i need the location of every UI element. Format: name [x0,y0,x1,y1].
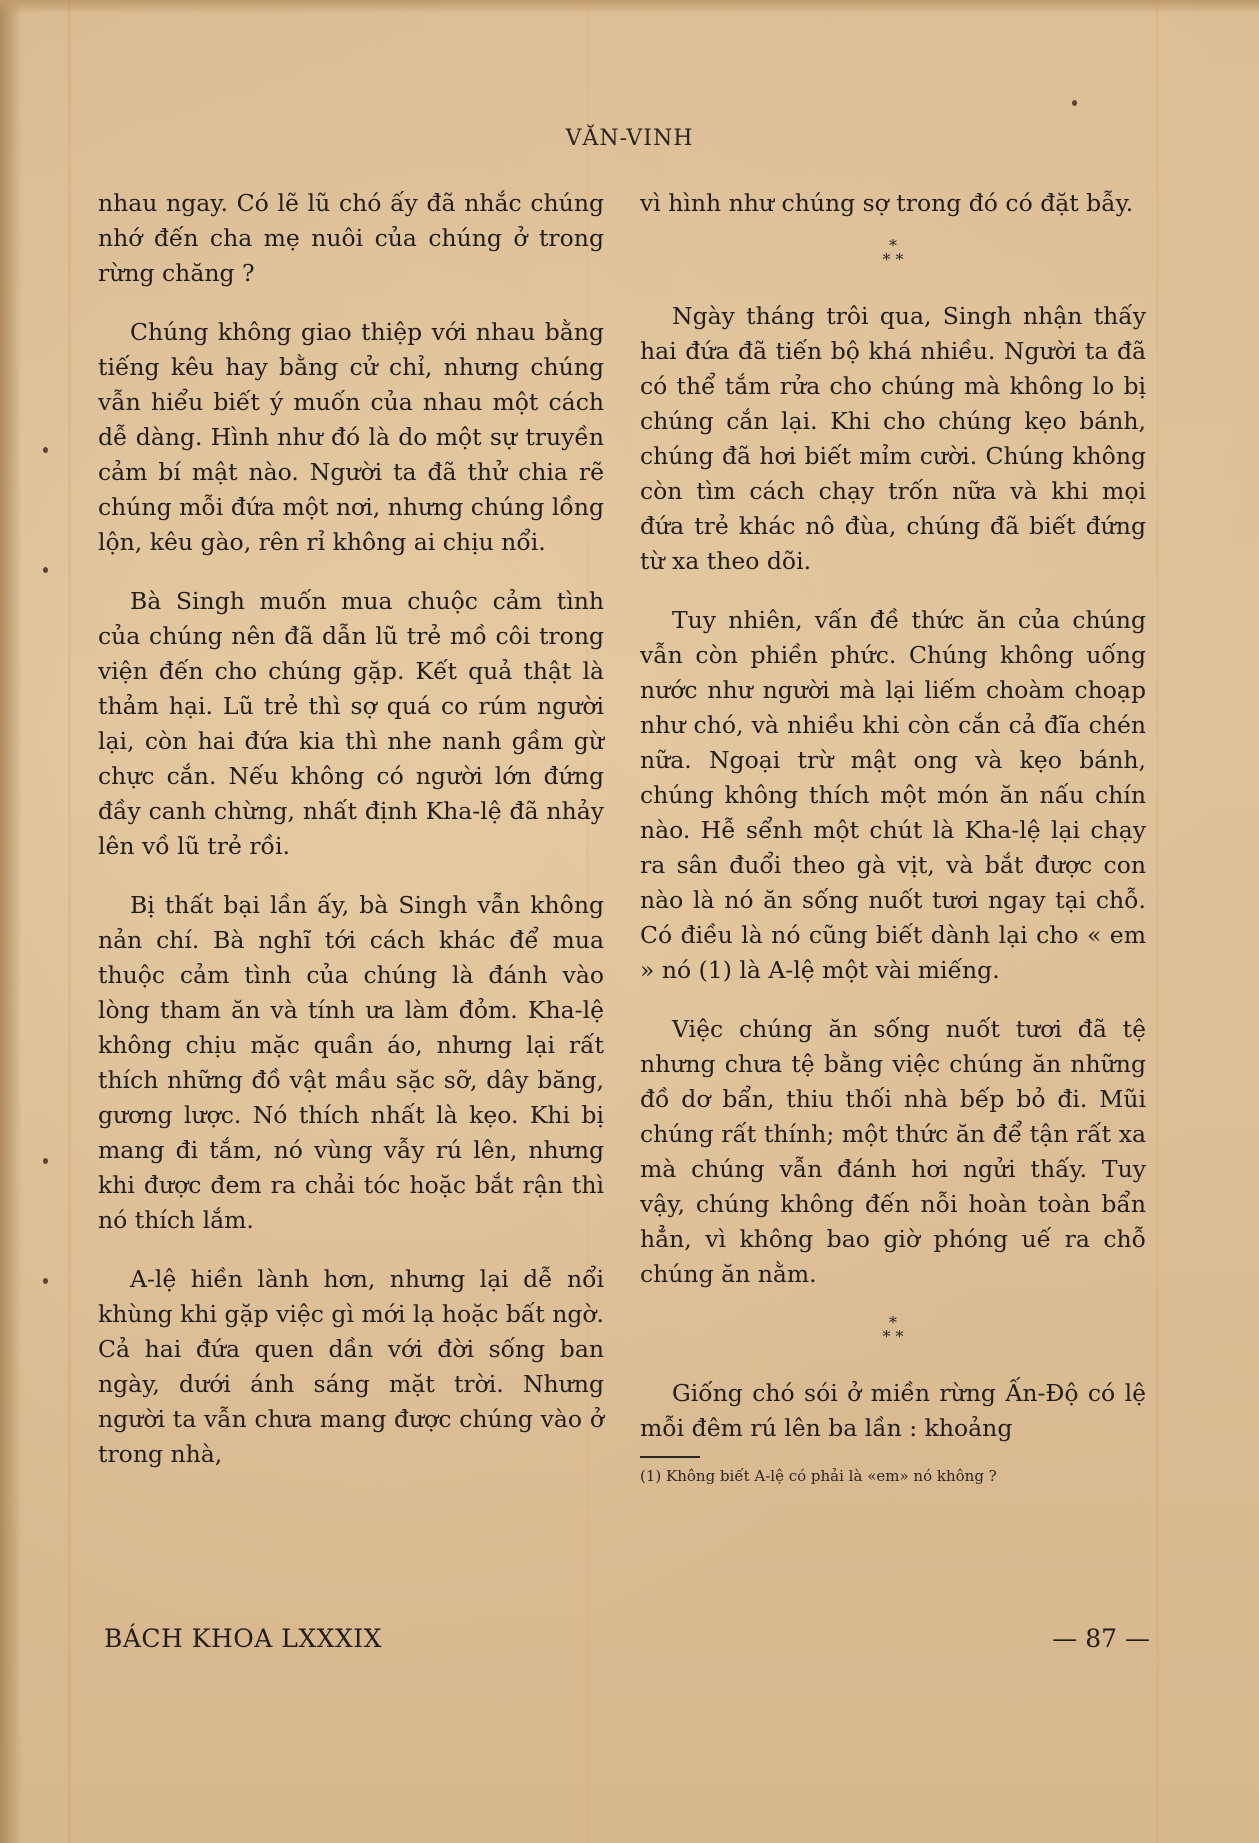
asterism-top: * [889,1313,897,1332]
right-column [640,186,1146,1486]
paper-speck [43,567,48,573]
paper-speck [1072,100,1077,106]
page-edge-shadow [0,0,22,1843]
section-break-asterism [640,236,1146,269]
paragraph: Việc chúng ăn sống nuốt tươi đã tệ nhưng chưa tệ bằng việc chúng ăn những đồ dơ bẩn, thiu thối nhà bếp bỏ đi. Mũi chúng rất thính; một thức ăn để tận rất xa mà chúng vẫn đánh hơi ngửi thấy. Tuy vậy, chúng không đến nỗi hoàn toàn bẩn hẳn, vì không bao giờ phóng uế ra chỗ chúng ăn nằm. [640,1015,1146,1288]
footnote: (1) Không biết A-lệ có phải là «em» nó không ? [640,1467,997,1485]
left-column [98,186,604,1496]
section-break-asterism [640,1313,1146,1346]
paragraph: vì hình như chúng sợ trong đó có đặt bẫy. [640,189,1134,217]
paragraph: Bị thất bại lần ấy, bà Singh vẫn không nản chí. Bà nghĩ tới cách khác để mua thuộc cảm tình của chúng là đánh vào lòng tham ăn và tính ưa làm đỏm. Kha-lệ không chịu mặc quần áo, nhưng lại rất thích những đồ vật mầu sặc sỡ, dây băng, gương lược. Nó thích nhất là kẹo. Khi bị mang đi tắm, nó vùng vẫy rú lên, nhưng khi được đem ra chải tóc hoặc bắt rận thì nó thích lắm. [98,891,604,1234]
paper-stain-line [1156,0,1159,1843]
asterism-top: * [889,236,897,255]
footnote-rule [640,1456,700,1458]
running-title: VĂN-VINH [565,126,694,151]
paper-speck [43,1158,48,1164]
publication-footer: BÁCH KHOA LXXXIX [104,1624,382,1653]
paragraph: A-lệ hiền lành hơn, nhưng lại dễ nổi khùng khi gặp việc gì mới lạ hoặc bất ngờ. Cả hai đứa quen dần với đời sống ban ngày, dưới ánh sáng mặt trời. Nhưng người ta vẫn chưa mang được chúng vào ở trong nhà, [98,1265,604,1468]
paragraph: Chúng không giao thiệp với nhau bằng tiếng kêu hay bằng cử chỉ, nhưng chúng vẫn hiểu biết ý muốn của nhau một cách dễ dàng. Hình như đó là do một sự truyền cảm bí mật nào. Người ta đã thử chia rẽ chúng mỗi đứa một nơi, nhưng chúng lồng lộn, kêu gào, rên rỉ không ai chịu nổi. [98,318,604,556]
paragraph: Ngày tháng trôi qua, Singh nhận thấy hai đứa đã tiến bộ khá nhiều. Người ta đã có thể tắm rửa cho chúng mà không lo bị chúng cắn lại. Khi cho chúng kẹo bánh, chúng đã hơi biết mỉm cười. Chúng không còn tìm cách chạy trốn nữa và khi mọi đứa trẻ khác nô đùa, chúng đã biết đứng từ xa theo dõi. [640,302,1146,575]
paper-stain-line [68,0,71,1843]
asterism-bottom: * * [882,1327,904,1346]
paper-speck [43,447,48,453]
asterism-bottom: * * [882,250,904,269]
paragraph: Giống chó sói ở miền rừng Ấn-Độ có lệ mỗi đêm rú lên ba lần : khoảng [640,1379,1146,1442]
page-edge-shadow-top [0,0,1259,14]
page-number: — 87 — [1052,1624,1150,1653]
paper-speck [43,1278,48,1284]
paragraph: nhau ngay. Có lẽ lũ chó ấy đã nhắc chúng nhớ đến cha mẹ nuôi của chúng ở trong rừng chăng ? [98,189,604,287]
paragraph: Bà Singh muốn mua chuộc cảm tình của chúng nên đã dẫn lũ trẻ mồ côi trong viện đến cho chúng gặp. Kết quả thật là thảm hại. Lũ trẻ thì sợ quá co rúm người lại, còn hai đứa kia thì nhe nanh gầm gừ chực cắn. Nếu không có người lớn đứng đầy canh chừng, nhất định Kha-lệ đã nhảy lên vồ lũ trẻ rồi. [98,587,604,860]
paragraph: Tuy nhiên, vấn đề thức ăn của chúng vẫn còn phiền phức. Chúng không uống nước như người mà lại liếm choàm choạp như chó, và nhiều khi còn cắn cả đĩa chén nữa. Ngoại trừ mật ong và kẹo bánh, chúng không thích một món ăn nấu chín nào. Hễ sểnh một chút là Kha-lệ lại chạy ra sân đuổi theo gà vịt, và bắt được con nào là nó ăn sống nuốt tươi ngay tại chỗ. Có điều là nó cũng biết dành lại cho « em » nó (1) là A-lệ một vài miếng. [640,606,1146,984]
